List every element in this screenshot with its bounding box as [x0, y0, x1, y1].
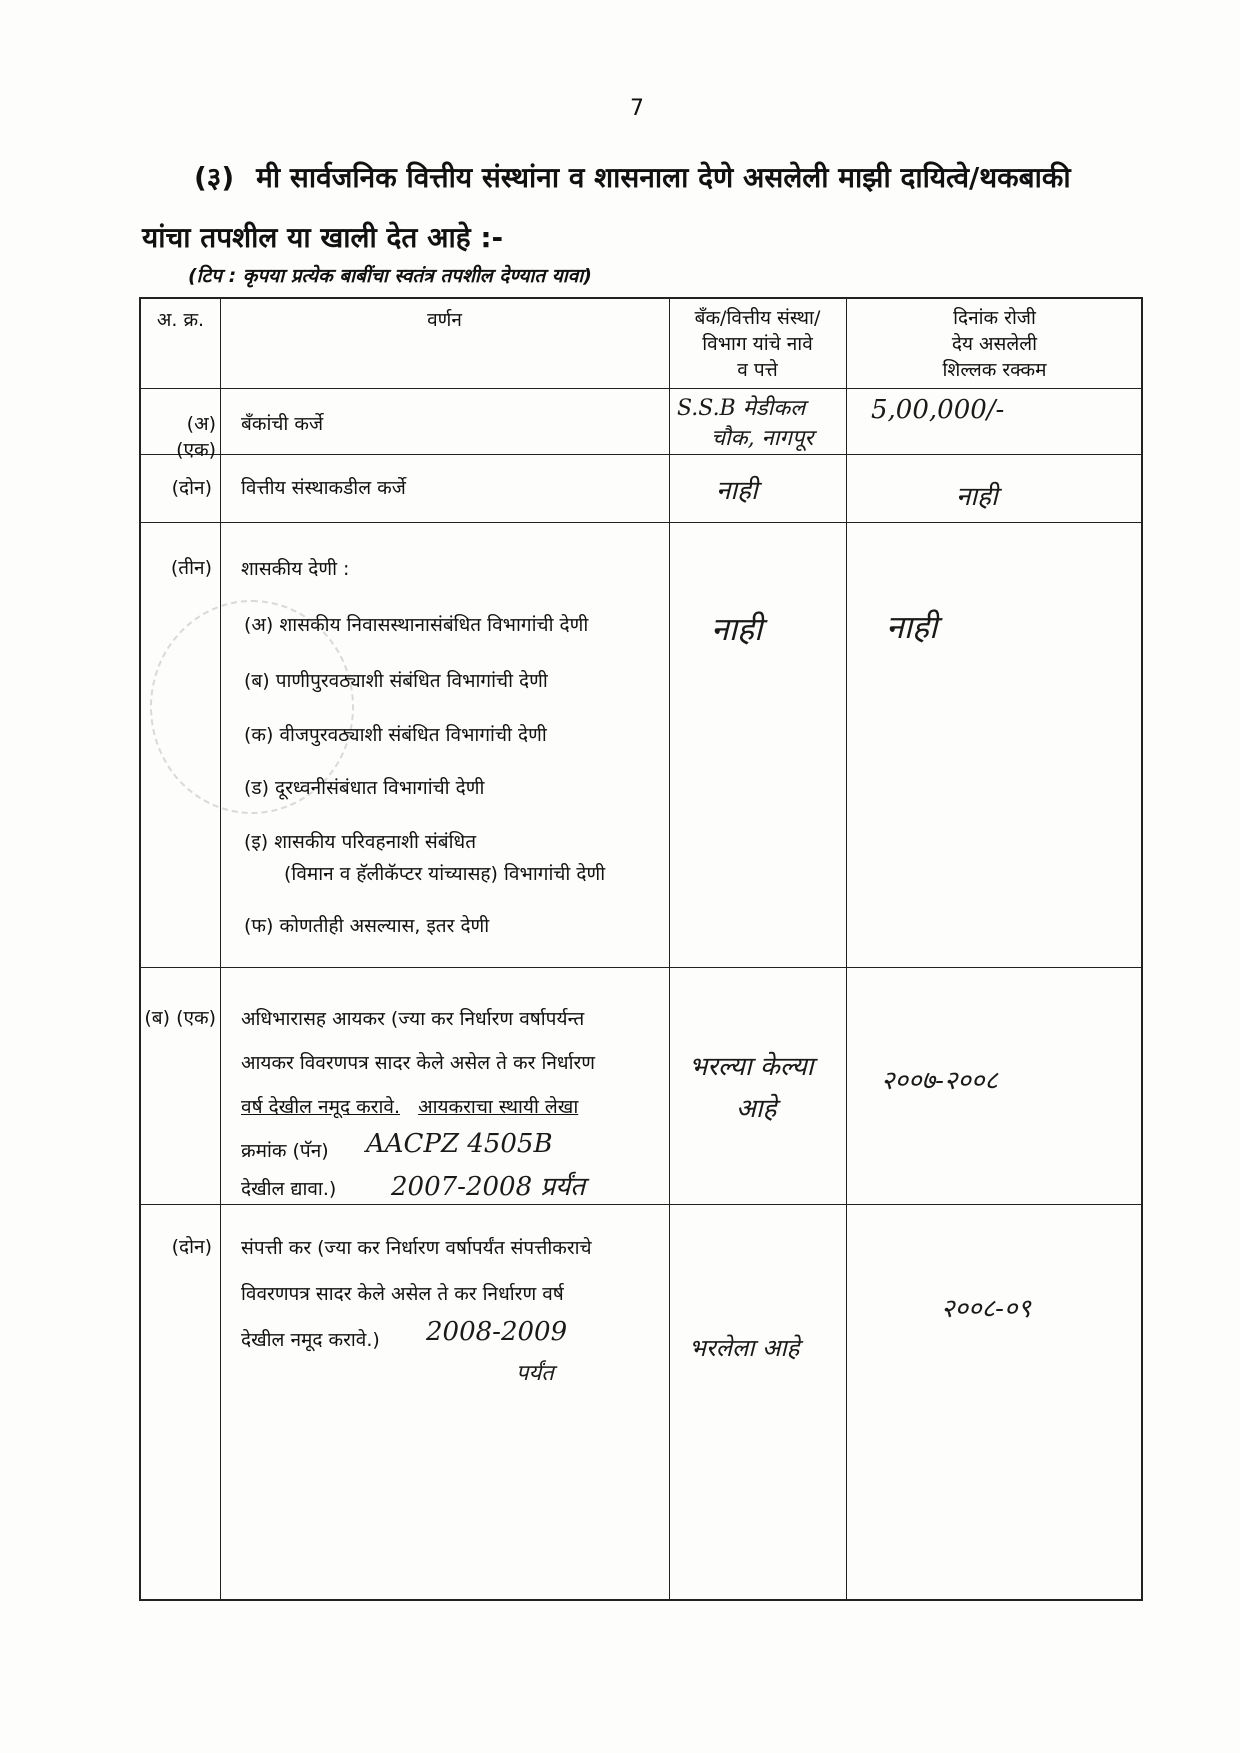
heading-line-2: यांचा तपशील या खाली देत आहे :-	[142, 221, 504, 254]
sub-item: (इ) शासकीय परिवहनाशी संबंधित	[244, 831, 477, 853]
heading-line-1: मी सार्वजनिक वित्तीय संस्थांना व शासनाला देणे असलेली माझी दायित्वे/थकबाकी	[256, 161, 1071, 194]
handwritten-balance: नाही	[886, 608, 938, 646]
handwritten-pan: AACPZ 4505B	[366, 1129, 553, 1159]
sub-item: (ड) दूरध्वनीसंबंधात विभागांची देणी	[244, 777, 485, 799]
handwritten-bank: भरलेला आहे	[689, 1334, 800, 1362]
row-divider	[141, 454, 1141, 455]
handwritten-balance: 5,00,000/-	[871, 395, 1005, 425]
handwritten-balance: २००८-०९	[941, 1294, 1031, 1324]
row-serial: (दोन)	[171, 1236, 212, 1258]
sub-item: (फ) कोणतीही असल्यास, इतर देणी	[244, 915, 490, 937]
column-divider	[846, 299, 847, 1599]
handwritten-assessment-year: 2008-2009	[426, 1317, 568, 1347]
header-balance-line: दिनांक रोजी	[953, 307, 1036, 329]
header-balance-line: देय असलेली	[951, 333, 1038, 355]
header-bank-line: बँक/वित्तीय संस्था/	[694, 307, 821, 329]
row-serial: (तीन)	[170, 557, 212, 579]
header-balance-line: शिल्लक रक्कम	[942, 359, 1047, 381]
header-serial: अ. क्र.	[156, 309, 205, 331]
row-description-line	[241, 1093, 578, 1119]
row-description-line: देखील नमूद करावे.)	[241, 1329, 380, 1351]
description-text: वर्ष देखील नमूद करावे.	[241, 1096, 400, 1118]
column-divider	[669, 299, 670, 1599]
liabilities-table	[139, 297, 1143, 1601]
row-description-line: आयकर विवरणपत्र सादर केले असेल ते कर निर्धारण	[241, 1052, 596, 1074]
section-number: (३)	[194, 161, 235, 194]
row-description-line: क्रमांक (पॅन)	[241, 1140, 329, 1162]
column-divider	[220, 299, 221, 1599]
row-description: वित्तीय संस्थाकडील कर्जे	[241, 477, 406, 499]
sub-item: (विमान व हॅलीकॅप्टर यांच्यासह) विभागांची देणी	[284, 863, 606, 885]
sub-item: (क) वीजपुरवठ्याशी संबंधित विभागांची देणी	[244, 724, 547, 746]
row-divider	[141, 388, 1141, 389]
handwritten-balance: नाही	[956, 482, 998, 512]
row-title: शासकीय देणी :	[241, 558, 350, 580]
row-description-line: संपत्ती कर (ज्या कर निर्धारण वर्षापर्यंत संपत्तीकराचे	[241, 1237, 592, 1259]
handwritten-bank-line: भरल्या केल्या	[689, 1052, 814, 1082]
row-serial: (अ) (एक)	[176, 413, 216, 461]
handwritten-bank-name: S.S.B मेडीकल	[677, 396, 806, 421]
row-divider	[141, 967, 1141, 968]
row-description: बँकांची कर्जे	[241, 413, 324, 435]
header-balance	[846, 305, 1143, 383]
row-divider	[141, 1204, 1141, 1205]
handwritten-balance: २००७-२००८	[881, 1066, 998, 1096]
header-bank-line: विभाग यांचे नावे	[702, 333, 813, 355]
page-number: 7	[630, 96, 644, 121]
row-divider	[141, 522, 1141, 523]
sub-item: (ब) पाणीपुरवठ्याशी संबंधित विभागांची देणी	[244, 670, 548, 692]
row-description-line: देखील द्यावा.)	[241, 1178, 337, 1200]
row-description-line: विवरणपत्र सादर केले असेल ते कर निर्धारण वर्ष	[241, 1283, 564, 1305]
header-description: वर्णन	[427, 309, 462, 331]
handwritten-bank: नाही	[711, 610, 763, 648]
header-bank	[669, 305, 846, 383]
description-text: आयकराचा स्थायी लेखा	[418, 1096, 579, 1118]
row-description-line: अधिभारासह आयकर (ज्या कर निर्धारण वर्षापर्यन्त	[241, 1008, 585, 1030]
section-heading	[142, 148, 1152, 268]
handwritten-assessment-year: पर्यंत	[516, 1361, 554, 1386]
row-serial: (दोन)	[171, 477, 212, 499]
handwritten-bank: नाही	[716, 476, 758, 506]
header-bank-line: व पत्ते	[737, 359, 778, 381]
handwritten-assessment-year: 2007-2008 प्रर्यंत	[391, 1172, 586, 1202]
row-serial: (ब) (एक)	[144, 1007, 216, 1029]
handwritten-bank-address: चौक, नागपूर	[711, 426, 814, 451]
sub-item: (अ) शासकीय निवासस्थानासंबंधित विभागांची देणी	[244, 614, 589, 636]
note: (टिप : कृपया प्रत्येक बाबींचा स्वतंत्र तपशील देण्यात यावा)	[188, 265, 592, 287]
handwritten-bank-line: आहे	[736, 1094, 777, 1124]
